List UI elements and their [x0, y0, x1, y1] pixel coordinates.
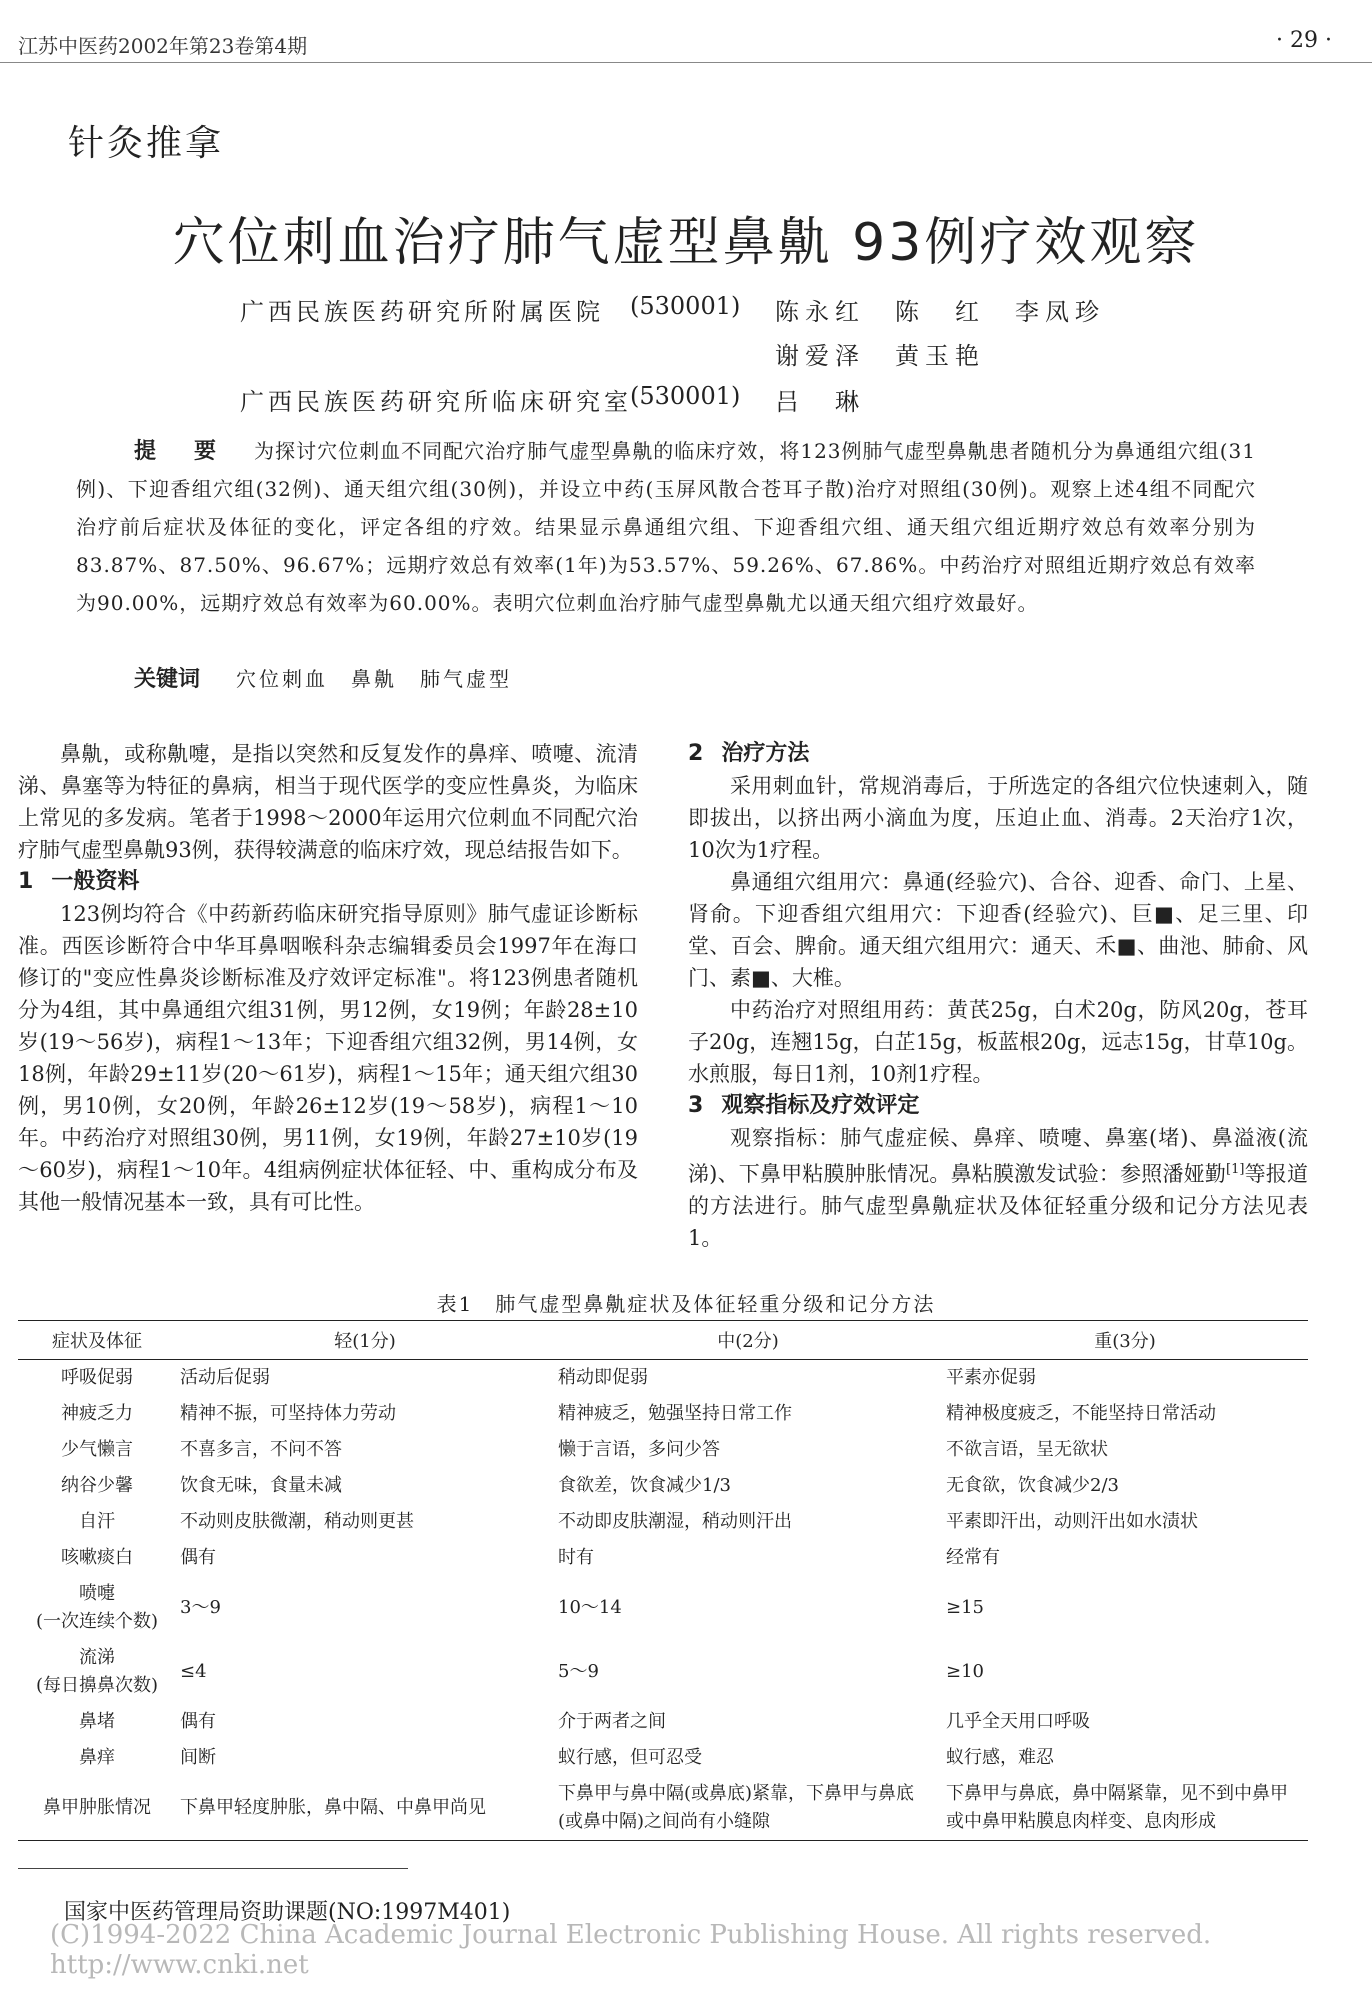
- table-cell: 食欲差，饮食减少1/3: [558, 1475, 731, 1496]
- journal-header: 江苏中医药2002年第23卷第4期: [18, 34, 308, 58]
- table-cell: 精神不振，可坚持体力劳动: [180, 1403, 396, 1424]
- table-cell: 鼻堵: [79, 1711, 115, 1732]
- table-cell: 不喜多言，不问不答: [180, 1439, 342, 1460]
- table-row: [18, 1540, 1308, 1576]
- table-row: [18, 1360, 1308, 1397]
- table-cell: 蚁行感，难忍: [946, 1747, 1054, 1768]
- authors-line-1: 陈永红 陈 红 李凤珍: [775, 298, 1105, 326]
- section-1-text: 123例均符合《中药新药临床研究指导原则》肺气虚证诊断标准。西医诊断符合中华耳鼻咽喉科杂志编辑委员会1997年在海口修订的"变应性鼻炎诊断标准及疗效评定标准"。将123例患者随机分为4组，其中鼻通组穴组31例，男12例，女19例；年龄28±10岁(19～56岁)，病程1～13年；下迎香组穴组32例，男14例，女18例，年龄29±11岁(20～61岁)，病程1～15年；通天组穴组30例，男10例，女20例，年龄26±12岁(19～58岁)，病程1～10年。中药治疗对照组30例，男11例，女19例，年龄27±10岁(19～60岁)，病程1～10年。4组病例症状体征轻、中、重构成分布及其他一般情况基本一致，具有可比性。: [18, 902, 638, 1214]
- table-cell: 咳嗽痰白: [61, 1547, 133, 1568]
- table-cell: 鼻痒: [79, 1747, 115, 1768]
- section-tag: 针灸推拿: [68, 123, 225, 164]
- table-cell: 自汗: [79, 1511, 115, 1532]
- table-row: [18, 1776, 1308, 1841]
- table-row: [18, 1576, 1308, 1640]
- section-1-title: 一般资料: [51, 869, 140, 894]
- table-body: [18, 1360, 1308, 1841]
- intro-paragraph: 鼻鼽，或称鼽嚏，是指以突然和反复发作的鼻痒、喷嚏、流清涕、鼻塞等为特征的鼻病，相当于现代医学的变应性鼻炎，为临床上常见的多发病。笔者于1998～2000年运用穴位刺血不同配穴治疗肺气虚型鼻鼽93例，获得较满意的临床疗效，现总结报告如下。: [18, 742, 638, 862]
- table-cell: 不动即皮肤潮湿，稍动则汗出: [558, 1511, 792, 1532]
- grading-table: [18, 1320, 1308, 1841]
- table-cell: 稍动即促弱: [558, 1367, 648, 1388]
- table-cell: 经常有: [946, 1547, 1000, 1568]
- section-3-heading: [688, 1090, 1308, 1122]
- table-header: 症状及体征: [18, 1321, 176, 1360]
- table-cell: 纳谷少馨: [61, 1475, 133, 1496]
- funding-footnote: 国家中医药管理局资助课题(NO:1997M401): [64, 1900, 511, 1925]
- table-cell: ≥10: [946, 1661, 984, 1682]
- section-3-p1: [688, 1122, 1308, 1254]
- table-cell: 精神疲乏，勉强坚持日常工作: [558, 1403, 792, 1424]
- table-cell: 介于两者之间: [558, 1711, 666, 1732]
- cnki-watermark: (C)1994-2022 China Academic Journal Electronic Publishing House. All rights reserved. http://www.cnki.net: [50, 1920, 1212, 1980]
- section-2-p3: 中药治疗对照组用药：黄芪25g，白术20g，防风20g，苍耳子20g，连翘15g，白芷15g，板蓝根20g，远志15g，甘草10g。水煎服，每日1剂，10剂1疗程。: [688, 998, 1308, 1086]
- table-cell: 呼吸促弱: [61, 1367, 133, 1388]
- table-cell: 神疲乏力: [61, 1403, 133, 1424]
- table-header-row: [18, 1321, 1308, 1360]
- left-column: [18, 738, 638, 1218]
- table-row: [18, 1704, 1308, 1740]
- table-cell: 平素即汗出，动则汗出如水渍状: [946, 1511, 1198, 1532]
- section-2-title: 治疗方法: [721, 741, 810, 766]
- abstract-text: 为探讨穴位刺血不同配穴治疗肺气虚型鼻鼽的临床疗效，将123例肺气虚型鼻鼽患者随机分为鼻通组穴组(31例)、下迎香组穴组(32例)、通天组穴组(30例)，并设立中药(玉屏风散合苍耳子散)治疗对照组(30例)。观察上述4组不同配穴治疗前后症状及体征的变化，评定各组的疗效。结果显示鼻通组穴组、下迎香组穴组、通天组穴组近期疗效总有效率分别为83.87%、87.50%、96.67%；远期疗效总有效率(1年)为53.57%、59.26%、67.86%。中药治疗对照组近期疗效总有效率为90.00%，远期疗效总有效率为60.00%。表明穴位刺血治疗肺气虚型鼻鼽尤以通天组穴组疗效最好。: [76, 439, 1256, 615]
- table-cell: 间断: [180, 1747, 216, 1768]
- table-header: 轻(1分): [176, 1321, 554, 1360]
- right-column: [688, 738, 1308, 1254]
- table-cell: 3～9: [180, 1597, 221, 1618]
- table-header: 重(3分): [942, 1321, 1308, 1360]
- table-cell: ≤4: [180, 1661, 207, 1682]
- table-cell: 偶有: [180, 1711, 216, 1732]
- affiliation-1: 广西民族医药研究所附属医院: [240, 298, 604, 326]
- section-2-p2: 鼻通组穴组用穴：鼻通(经验穴)、合谷、迎香、命门、上星、肾俞。下迎香组穴组用穴：下迎香(经验穴)、巨■、足三里、印堂、百会、脾俞。通天组穴组用穴：通天、禾■、曲池、肺俞、风门、素■、大椎。: [688, 870, 1308, 990]
- section-2-p1: 采用刺血针，常规消毒后，于所选定的各组穴位快速刺入，随即拔出，以挤出两小滴血为度，压迫止血、消毒。2天治疗1次，10次为1疗程。: [688, 774, 1308, 862]
- table-header: 中(2分): [554, 1321, 942, 1360]
- table-row: [18, 1740, 1308, 1776]
- section-3-title: 观察指标及疗效评定: [721, 1093, 920, 1118]
- table-cell: 懒于言语，多问少答: [558, 1439, 720, 1460]
- table-row: [18, 1432, 1308, 1468]
- table-cell: 5～9: [558, 1661, 599, 1682]
- section-3-p1-a: 观察指标：肺气虚症候、鼻痒、喷嚏、鼻塞(堵)、鼻溢液(流涕)、下鼻甲粘膜肿胀情况。鼻粘膜激发试验：参照潘娅勤: [688, 1126, 1308, 1186]
- footnote-divider: [18, 1868, 408, 1869]
- table-cell: 精神极度疲乏，不能坚持日常活动: [946, 1403, 1216, 1424]
- table-caption: 表1 肺气虚型鼻鼽症状及体征轻重分级和记分方法: [436, 1292, 936, 1316]
- table-cell: 少气懒言: [61, 1439, 133, 1460]
- section-1-number: 1: [18, 869, 34, 894]
- section-3-p1-b: 等报道的方法进行。肺气虚型鼻鼽症状及体征轻重分级和记分方法见表1。: [688, 1162, 1308, 1250]
- keywords-label: 关键词: [134, 666, 201, 692]
- table-cell: 不动则皮肤微潮，稍动则更甚: [180, 1511, 414, 1532]
- table-cell: 偶有: [180, 1547, 216, 1568]
- abstract-label: 提 要: [134, 438, 225, 464]
- table-cell: 10～14: [558, 1597, 622, 1618]
- affiliation-2-zip: (530001): [630, 382, 741, 410]
- table-row: [18, 1468, 1308, 1504]
- keywords-value: 穴位刺血 鼻鼽 肺气虚型: [236, 667, 513, 691]
- table-cell: 无食欲，饮食减少2/3: [946, 1475, 1119, 1496]
- section-2-heading: [688, 738, 1308, 770]
- page-number: · 29 ·: [1276, 28, 1332, 53]
- table-cell: ≥15: [946, 1597, 984, 1618]
- table-cell: 蚁行感，但可忍受: [558, 1747, 702, 1768]
- section-2-number: 2: [688, 741, 704, 766]
- table-cell: 喷嚏 (一次连续个数): [35, 1583, 159, 1632]
- header-divider: [0, 62, 1372, 63]
- table-cell: 流涕 (每日擤鼻次数): [35, 1647, 159, 1696]
- table-cell: 活动后促弱: [180, 1367, 270, 1388]
- section-3-number: 3: [688, 1093, 704, 1118]
- table-row: [18, 1640, 1308, 1704]
- table-row: [18, 1504, 1308, 1540]
- authors-line-3: 吕 琳: [775, 388, 865, 416]
- table-cell: 平素亦促弱: [946, 1367, 1036, 1388]
- table-cell: 饮食无味，食量未减: [180, 1475, 342, 1496]
- table-cell: 不欲言语，呈无欲状: [946, 1439, 1108, 1460]
- authors-line-2: 谢爱泽 黄玉艳: [775, 342, 985, 370]
- table-cell: 下鼻甲与鼻中隔(或鼻底)紧靠，下鼻甲与鼻底(或鼻中隔)之间尚有小缝隙: [554, 1776, 942, 1841]
- affiliation-2: 广西民族医药研究所临床研究室: [240, 388, 632, 416]
- affiliation-1-zip: (530001): [630, 292, 741, 320]
- table-cell: 几乎全天用口呼吸: [946, 1711, 1090, 1732]
- table-cell: 下鼻甲与鼻底，鼻中隔紧靠，见不到中鼻甲或中鼻甲粘膜息肉样变、息肉形成: [942, 1776, 1308, 1841]
- abstract: [76, 432, 1256, 622]
- section-1-heading: [18, 866, 638, 898]
- table-cell: 时有: [558, 1547, 594, 1568]
- table-row: [18, 1396, 1308, 1432]
- article-title: 穴位刺血治疗肺气虚型鼻鼽 93例疗效观察: [172, 213, 1200, 273]
- table-cell: 下鼻甲轻度肿胀，鼻中隔、中鼻甲尚见: [176, 1776, 554, 1841]
- table-cell: 鼻甲肿胀情况: [18, 1776, 176, 1841]
- keywords: [134, 662, 512, 693]
- reference-mark: [1]: [1226, 1162, 1245, 1177]
